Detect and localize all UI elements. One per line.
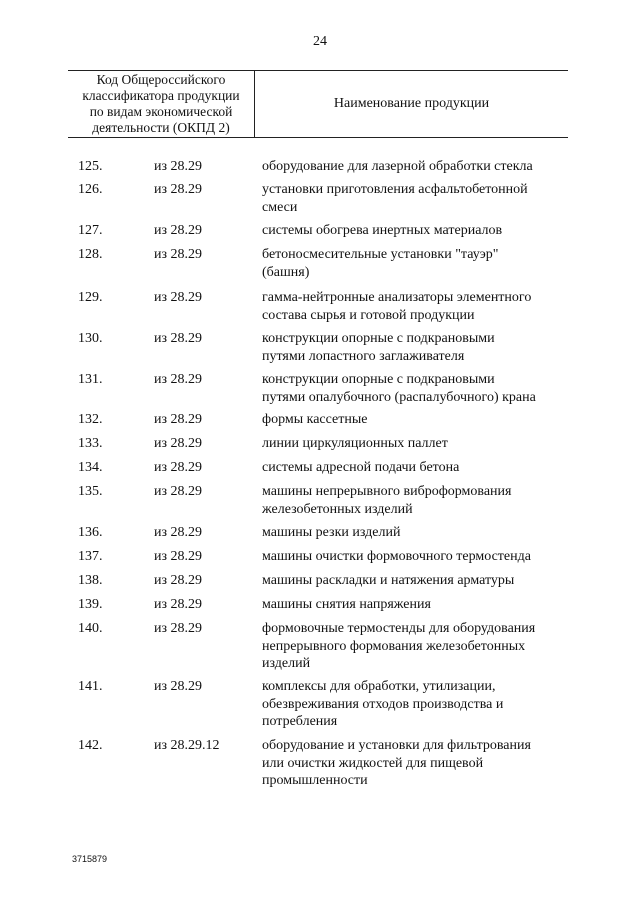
row-code: из 28.29 [154,290,203,305]
row-number: 125. [78,159,103,174]
row-name: машины очистки формовочного термостенда [262,549,531,564]
row-name: бетоносмесительные установки "тауэр" (башня) [262,247,499,280]
row-code: из 28.29 [154,484,203,499]
row-code: из 28.29.12 [154,738,220,753]
row-name: оборудование для лазерной обработки стекла [262,159,533,174]
row-number: 132. [78,412,103,427]
row-number: 133. [78,436,103,451]
row-code: из 28.29 [154,247,203,262]
row-number: 127. [78,223,103,238]
row-name: машины непрерывного виброформования железобетонных изделий [262,484,512,517]
row-code: из 28.29 [154,331,203,346]
row-code: из 28.29 [154,573,203,588]
row-code: из 28.29 [154,679,203,694]
row-code: из 28.29 [154,159,203,174]
row-name: формы кассетные [262,412,368,427]
row-name: линии циркуляционных паллет [262,436,448,451]
row-code: из 28.29 [154,223,203,238]
page-number: 24 [313,34,327,49]
header-code-column: Код Общероссийского классификатора продукции по видам экономической деятельности (ОКПД 2) [68,71,255,137]
row-number: 131. [78,372,103,387]
row-name: оборудование и установки для фильтрования или очистки жидкостей для пищевой промышленности [262,738,531,788]
row-code: из 28.29 [154,436,203,451]
row-name: конструкции опорные с подкрановыми путями лопастного заглаживателя [262,331,495,364]
row-number: 129. [78,290,103,305]
row-number: 138. [78,573,103,588]
row-name: системы обогрева инертных материалов [262,223,503,238]
row-name: установки приготовления асфальтобетонной смеси [262,182,528,215]
row-code: из 28.29 [154,460,203,475]
row-number: 128. [78,247,103,262]
row-code: из 28.29 [154,525,203,540]
row-name: машины снятия напряжения [262,597,431,612]
row-code: из 28.29 [154,372,203,387]
row-number: 134. [78,460,103,475]
row-code: из 28.29 [154,597,203,612]
row-name: машины раскладки и натяжения арматуры [262,573,515,588]
row-code: из 28.29 [154,412,203,427]
row-number: 126. [78,182,103,197]
row-number: 130. [78,331,103,346]
row-name: конструкции опорные с подкрановыми путями опалубочного (распалубочного) крана [262,372,536,405]
row-number: 136. [78,525,103,540]
row-name: системы адресной подачи бетона [262,460,460,475]
header-name-column: Наименование продукции [333,96,490,111]
row-code: из 28.29 [154,182,203,197]
row-name: машины резки изделий [262,525,401,540]
document-id: 3715879 [72,854,108,864]
row-code: из 28.29 [154,621,203,636]
row-name: формовочные термостенды для оборудования непрерывного формования железобетонных изделий [262,621,536,671]
row-number: 135. [78,484,103,499]
row-number: 140. [78,621,103,636]
row-name: комплексы для обработки, утилизации, обезвреживания отходов производства и потребления [262,679,504,729]
table-header [68,70,568,138]
row-number: 141. [78,679,103,694]
row-code: из 28.29 [154,549,203,564]
row-number: 137. [78,549,103,564]
row-number: 139. [78,597,103,612]
row-number: 142. [78,738,103,753]
row-name: гамма-нейтронные анализаторы элементного состава сырья и готовой продукции [262,290,532,323]
